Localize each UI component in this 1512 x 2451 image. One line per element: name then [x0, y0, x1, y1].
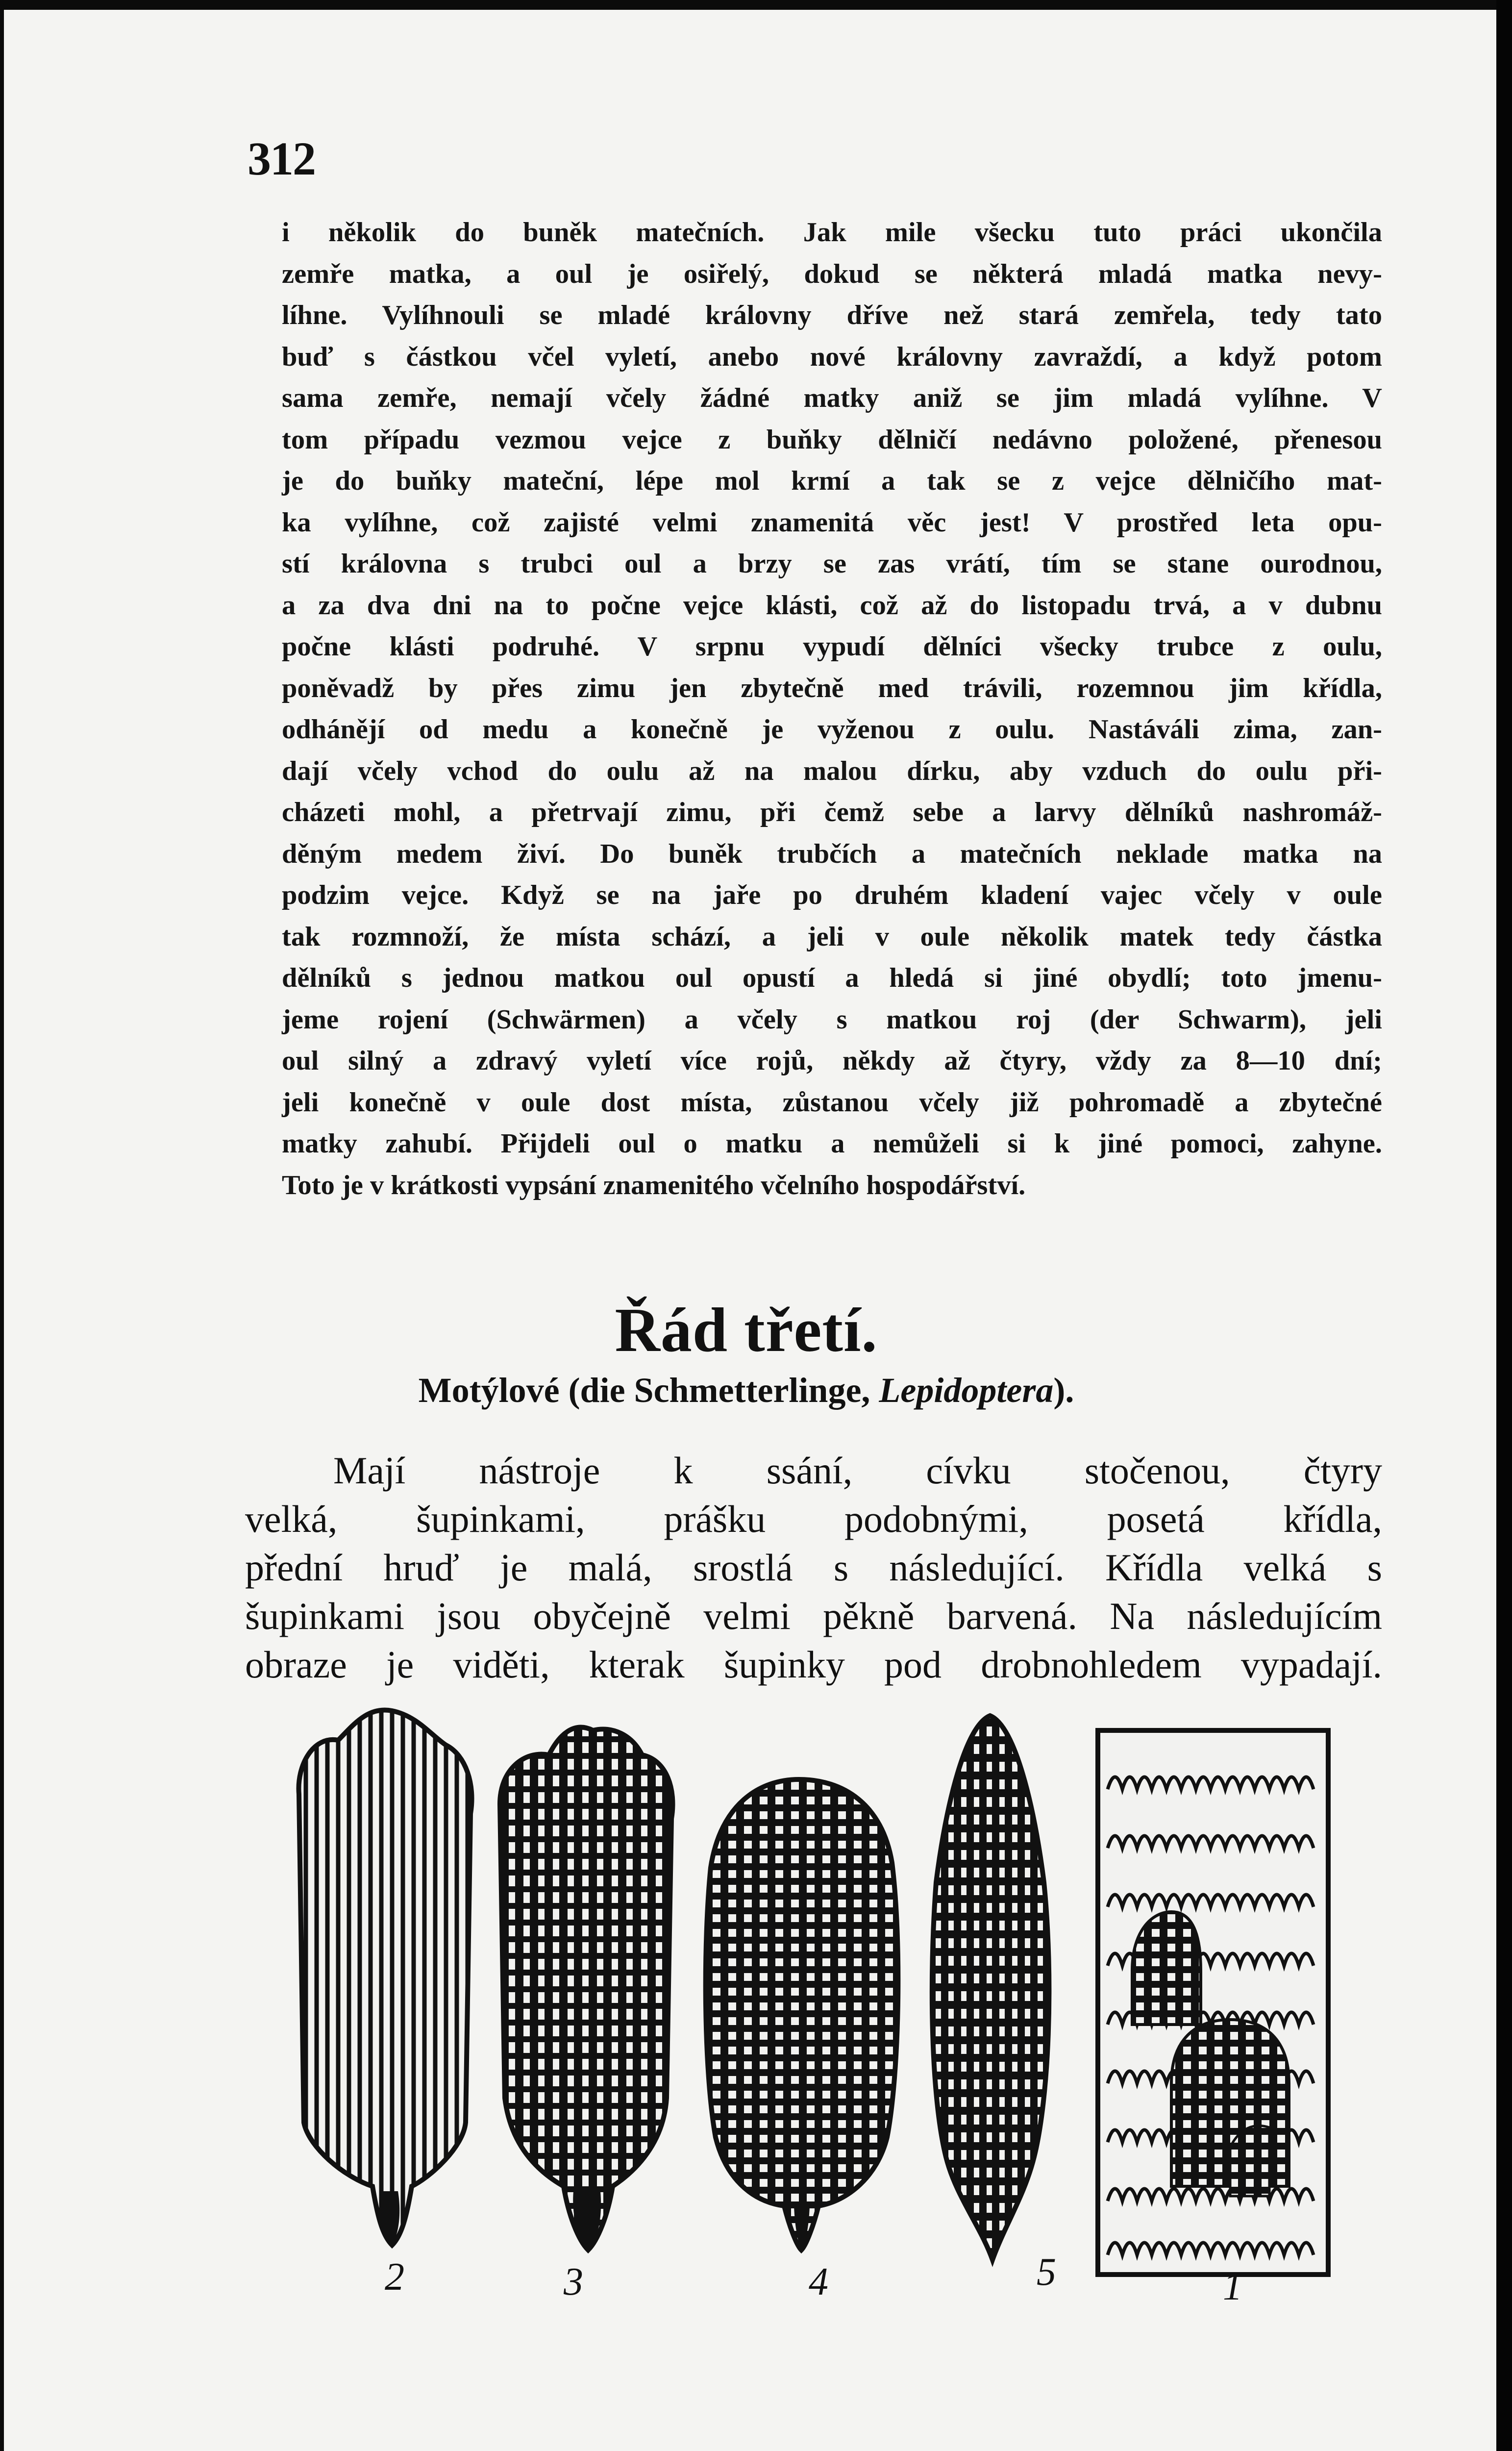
text-line: zemře matka, a oul je osiřelý, dokud se některá mladá matka nevy- [282, 258, 1382, 289]
text-line: děným medem živí. Do buněk trubčích a matečních neklade matka na [282, 838, 1382, 869]
figure-label-5: 5 [1037, 2251, 1056, 2294]
text-line: jeli konečně v oule dost místa, zůstanou včely již pohromadě a zbytečné [282, 1087, 1382, 1118]
scale-4 [706, 1779, 898, 2250]
section-title: Řád třetí. [615, 1295, 878, 1365]
text-line: dají včely vchod do oulu až na malou dírku, aby vzduch do oulu při- [282, 755, 1382, 786]
intro-line: velká, šupinkami, prášku podobnými, posetá křídla, [245, 1498, 1382, 1540]
figure-label-2: 2 [385, 2255, 404, 2299]
text-line: líhne. Vylíhnouli se mladé královny dříve než stará zemřela, tedy tato [282, 300, 1382, 330]
intro-line: přední hruď je malá, srostlá s následující. Křídla velká s [245, 1546, 1382, 1589]
figure-label-4: 4 [809, 2260, 828, 2303]
page-edge [1496, 0, 1512, 2451]
text-line: je do buňky mateční, lépe mol krmí a tak se z vejce dělničího mat- [282, 466, 1382, 496]
body-paragraph [282, 212, 1382, 1206]
text-line: Toto je v krátkosti vypsání znamenitého včelního hospodářství. [282, 1170, 1026, 1200]
butterfly-scales-illustration [270, 1706, 1387, 2319]
text-line: matky zahubí. Přijdeli oul o matku a nemůželi si k jiné pomoci, zahyne. [282, 1128, 1382, 1159]
text-line: tom případu vezmou vejce z buňky dělničí nedávno položené, přenesou [282, 424, 1382, 455]
text-line: poněvadž by přes zimu jen zbytečně med trávili, rozemnou jim křídla, [282, 673, 1382, 703]
text-line: sama zemře, nemají včely žádné matky aniž se jim mladá vylíhne. V [282, 383, 1382, 413]
scale-5 [932, 1716, 1049, 2260]
text-line: stí královna s trubci oul a brzy se zas vrátí, tím se stane ourodnou, [282, 549, 1382, 579]
subtitle-closing: ). [1053, 1371, 1074, 1410]
intro-line: šupinkami jsou obyčejně velmi pěkně barvená. Na následujícím [245, 1595, 1382, 1637]
intro-paragraph [245, 1446, 1382, 1689]
intro-line: obraze je viděti, kterak šupinky pod drobnohledem vypadají. [245, 1643, 1382, 1686]
text-line: ka vylíhne, což zajisté velmi znamenitá věc jest! V prostřed leta opu- [282, 507, 1382, 538]
text-line: počne klásti podruhé. V srpnu vypudí dělníci všecky trubce z oulu, [282, 631, 1382, 662]
text-line: jeme rojení (Schwärmen) a včely s matkou roj (der Schwarm), jeli [282, 1004, 1382, 1035]
scales-figure [270, 1706, 1387, 2319]
text-line: dělníků s jednou matkou oul opustí a hledá si jiné obydlí; toto jmenu- [282, 963, 1382, 993]
page-number: 312 [248, 132, 315, 185]
figure-label-3: 3 [564, 2260, 583, 2303]
scale-3 [500, 1727, 673, 2250]
text-line: oul silný a zdravý vyletí více rojů, někdy až čtyry, vždy za 8—10 dní; [282, 1046, 1382, 1076]
figure-label-1: 1 [1223, 2265, 1242, 2308]
text-line: tak rozmnoží, že místa schází, a jeli v oule několik matek tedy částka [282, 921, 1382, 952]
subtitle-german: (die Schmetterlinge, [568, 1371, 870, 1410]
text-line: odhánějí od medu a konečně je vyženou z oulu. Nastáváli zima, zan- [282, 714, 1382, 745]
text-line: buď s částkou včel vyletí, anebo nové královny zavraždí, a když potom [282, 341, 1382, 372]
text-line: podzim vejce. Když se na jaře po druhém kladení vajec včely v oule [282, 880, 1382, 910]
text-line: i několik do buněk matečních. Jak mile všecku tuto práci ukončila [282, 217, 1382, 248]
text-line: cházeti mohl, a přetrvají zimu, při čemž sebe a larvy dělníků nashromáž- [282, 797, 1382, 827]
scale-1-plate [1098, 1730, 1328, 2275]
scale-2 [299, 1710, 472, 2245]
text-line: a za dva dni na to počne vejce klásti, což až do listopadu trvá, a v dubnu [282, 590, 1382, 621]
subtitle-czech: Motýlové [418, 1371, 560, 1410]
section-subtitle [0, 1370, 1492, 1411]
intro-line: Mají nástroje k ssání, cívku stočenou, čtyry [333, 1449, 1382, 1492]
subtitle-latin: Lepidoptera [879, 1371, 1054, 1410]
